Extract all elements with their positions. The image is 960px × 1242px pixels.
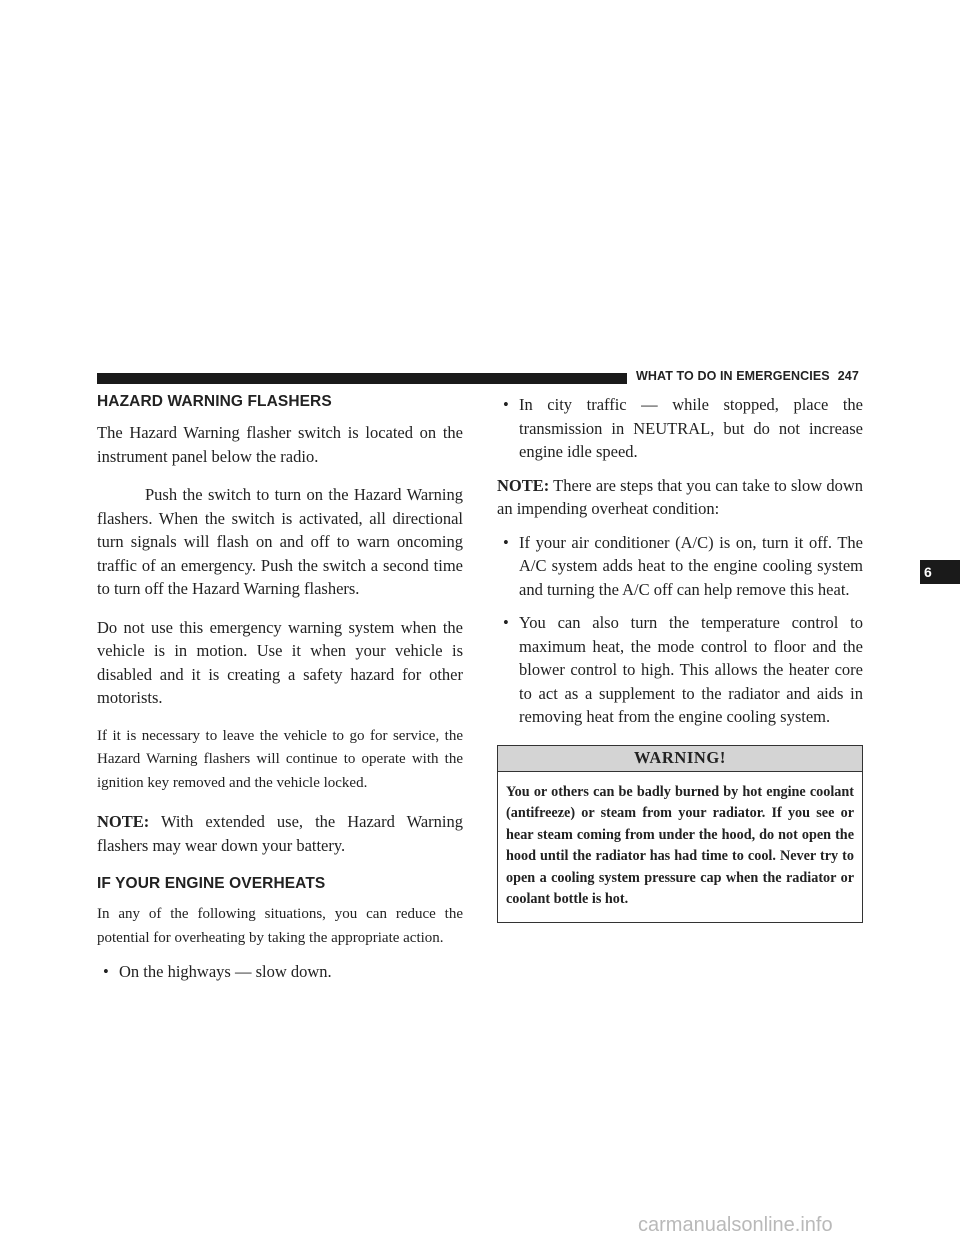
bullet-icon: • bbox=[503, 532, 509, 552]
bullet-icon: • bbox=[103, 962, 109, 981]
paragraph-push-switch: Push the switch to turn on the Hazard Warning flashers. When the switch is activated, all directional turn signals will flash on and off to warn oncoming traffic of an emergency. Push the switch a second time to turn off the Hazard Warning flashers. bbox=[97, 485, 463, 598]
warning-title: WARNING! bbox=[498, 746, 862, 772]
list-item: • In city traffic — while stopped, place the transmission in NEUTRAL, but do not increase engine idle speed. bbox=[503, 395, 863, 461]
bullet-icon: • bbox=[503, 613, 509, 632]
heading-hazard-warning-flashers: HAZARD WARNING FLASHERS bbox=[97, 393, 332, 410]
section-title: WHAT TO DO IN EMERGENCIES bbox=[636, 369, 830, 383]
bullet-icon: • bbox=[503, 395, 509, 414]
paragraph-leave-vehicle: If it is necessary to leave the vehicle to go for service, the Hazard Warning flashers will continue to operate with the ignition key removed and the vehicle locked. bbox=[97, 727, 463, 791]
chapter-tab: 6 bbox=[920, 560, 960, 584]
heading-engine-overheats: IF YOUR ENGINE OVERHEATS bbox=[97, 875, 326, 892]
warning-text: You or others can be badly burned by hot engine coolant (antifreeze) or steam from your radiator. If you see or hear steam coming from under the hood, do not open the hood until the radiator has had time to cool. Never try to open a cooling system pressure cap when the radiator or coolant bottle is hot. bbox=[506, 783, 854, 907]
note-battery bbox=[97, 810, 463, 857]
overheat-steps-list bbox=[497, 531, 863, 729]
watermark: carmanualsonline.info bbox=[638, 1214, 833, 1236]
paragraph-do-not-use: Do not use this emergency warning system when the vehicle is in motion. Use it when your vehicle is disabled and it is creating a safety hazard for other motorists. bbox=[97, 617, 463, 707]
note-label: NOTE: bbox=[497, 475, 550, 495]
warning-box bbox=[497, 745, 863, 923]
list-item: • If your air conditioner (A/C) is on, turn it off. The A/C system adds heat to the engine cooling system and turning the A/C off can help remove this heat. bbox=[503, 532, 863, 599]
overheat-list-left bbox=[97, 960, 463, 984]
list-item: • You can also turn the temperature control to maximum heat, the mode control to floor and the blower control to high. This allows the heater core to act as a supplement to the radiator and aids in removing heat from the engine cooling system. bbox=[503, 613, 863, 726]
overheat-list-right bbox=[497, 393, 863, 464]
note-overheat-steps bbox=[497, 474, 863, 521]
note-text: With extended use, the Hazard Warning flashers may wear down your battery. bbox=[97, 812, 464, 855]
paragraph-reduce-overheating: In any of the following situations, you can reduce the potential for overheating by taking the appropriate action. bbox=[97, 906, 463, 946]
left-column bbox=[97, 393, 463, 984]
note-text: There are steps that you can take to slow down an impending overheat condition: bbox=[497, 475, 863, 518]
paragraph-switch-location: The Hazard Warning flasher switch is located on the instrument panel below the radio. bbox=[97, 423, 463, 466]
page-number: 247 bbox=[837, 369, 859, 383]
header-rule bbox=[97, 373, 627, 384]
right-column bbox=[497, 393, 863, 923]
note-label: NOTE: bbox=[97, 812, 150, 831]
running-header bbox=[636, 369, 859, 383]
list-item: • On the highways — slow down. bbox=[97, 960, 463, 984]
